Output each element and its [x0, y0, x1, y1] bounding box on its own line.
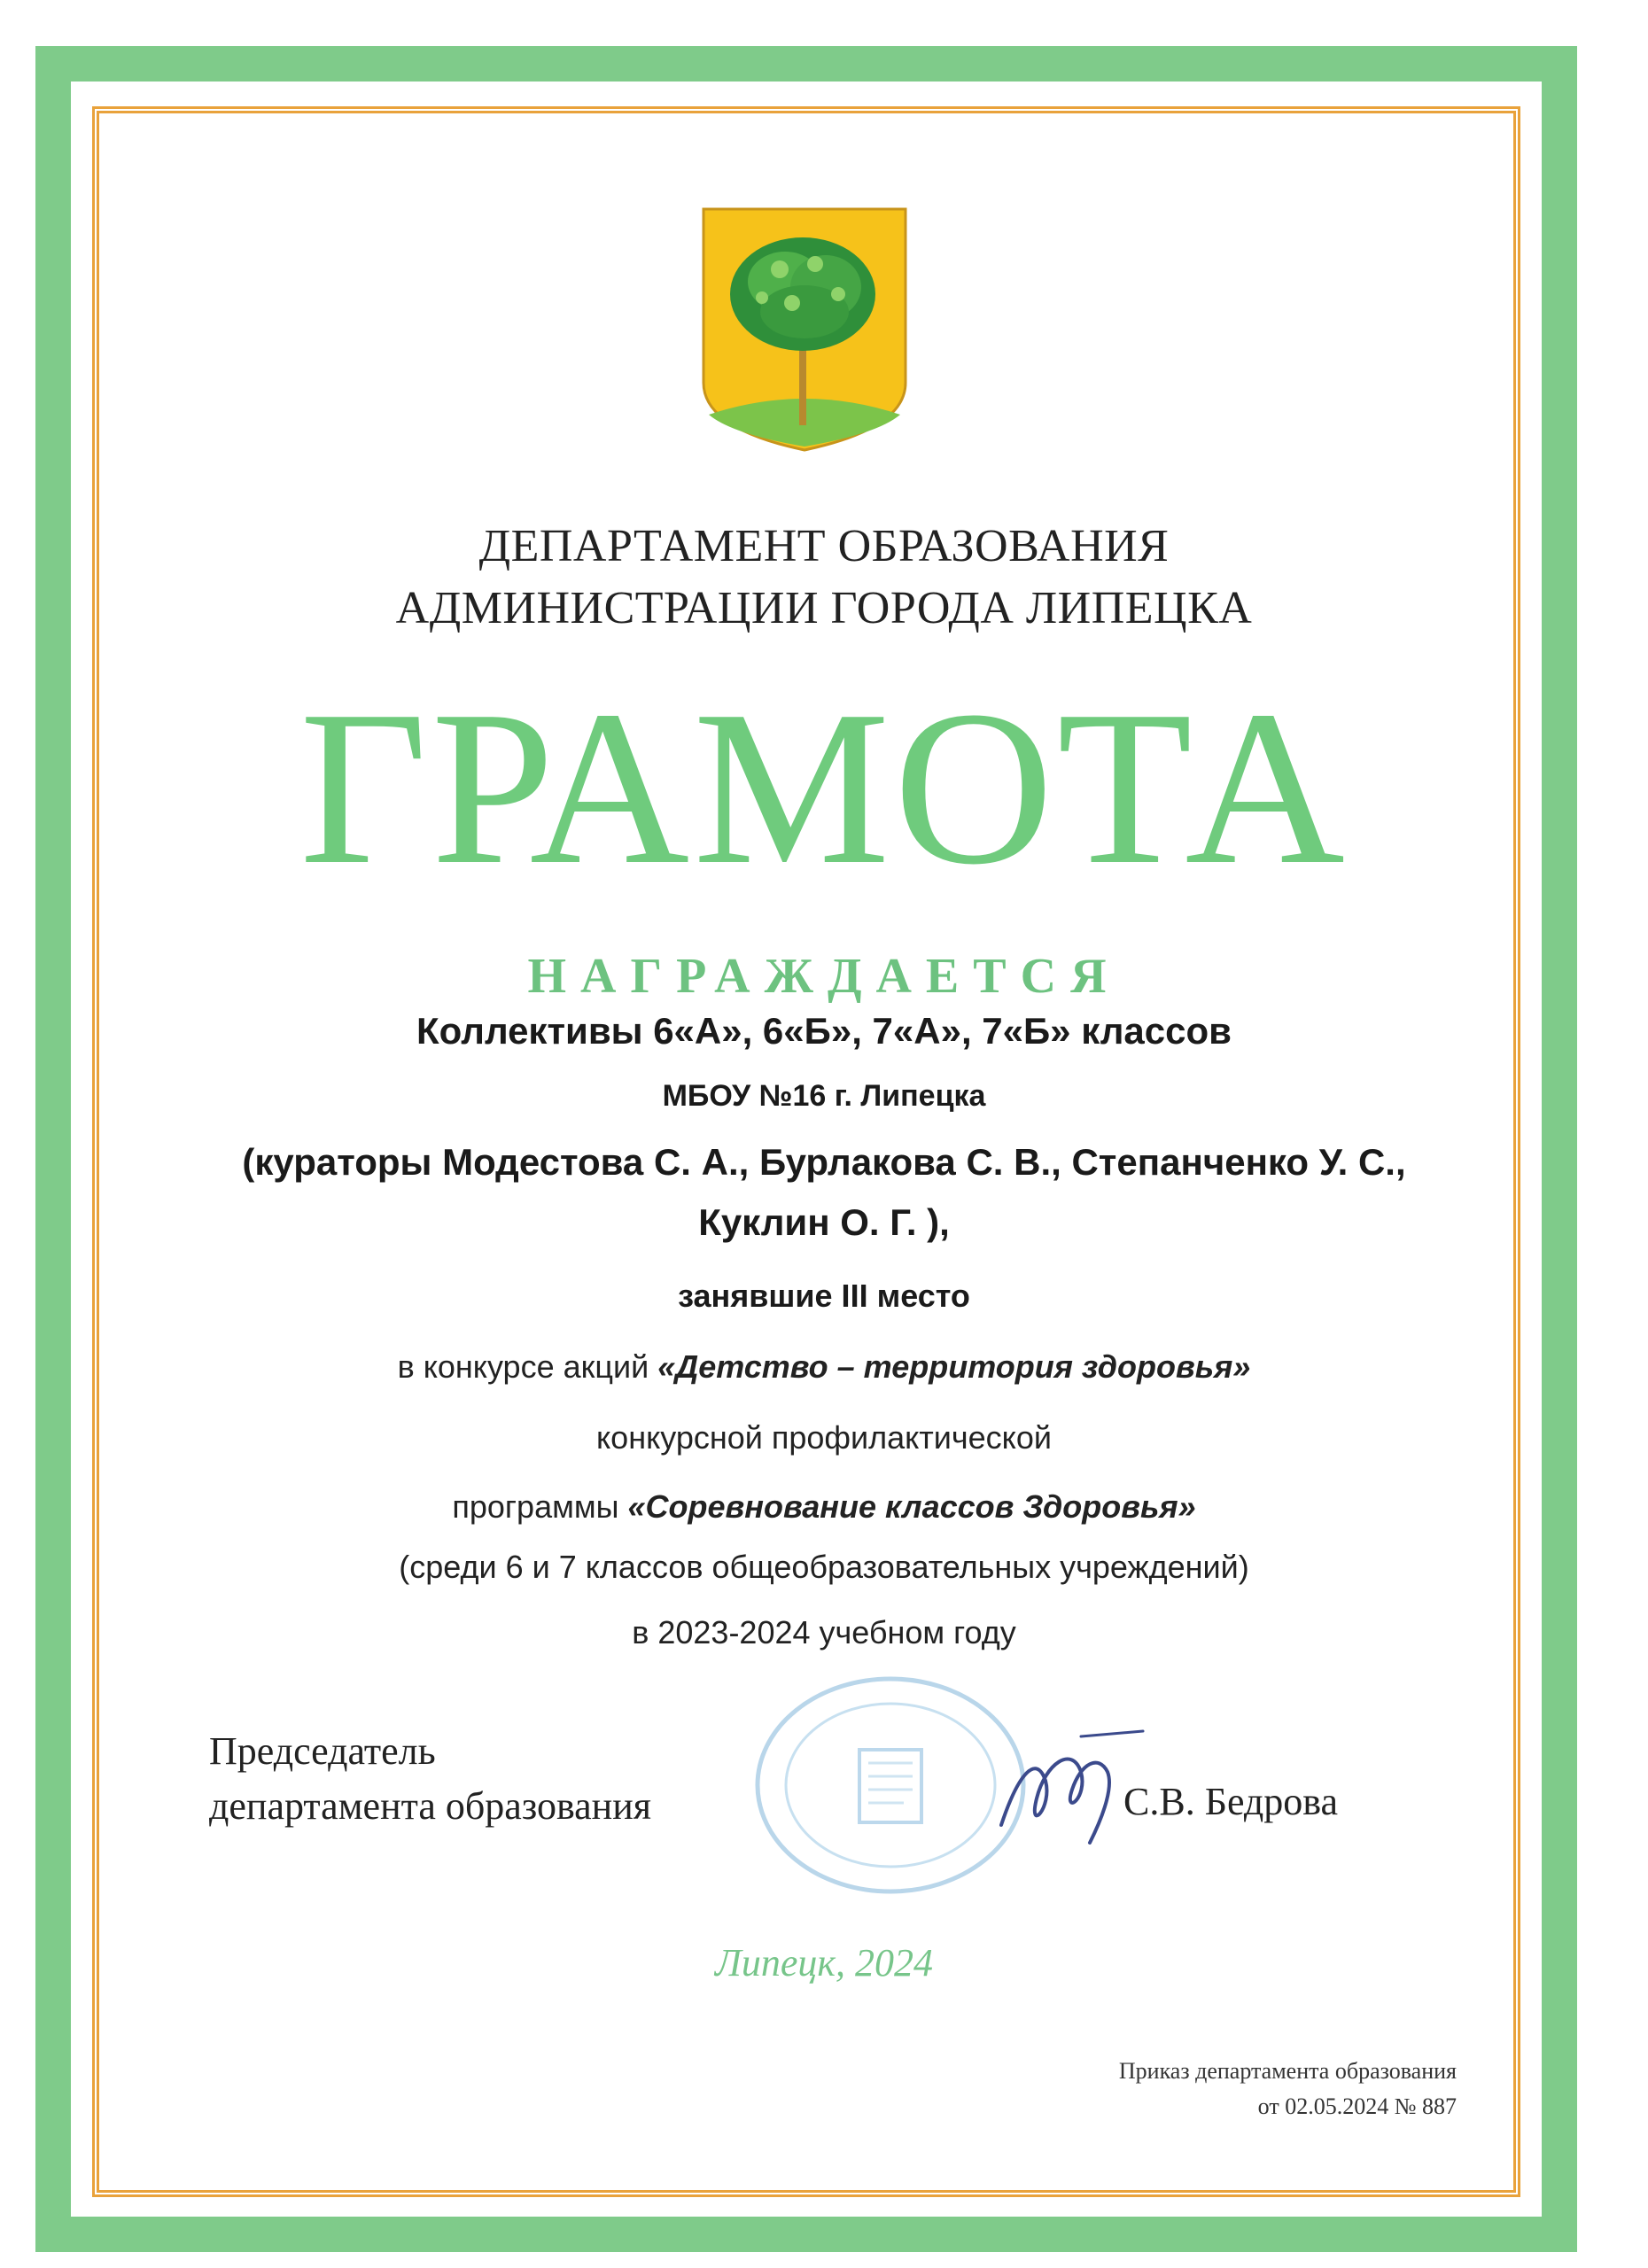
contest-prefix: в конкурсе акций — [397, 1348, 658, 1385]
contest-line-2: конкурсной профилактической — [596, 1419, 1052, 1456]
program-prefix: программы — [452, 1488, 628, 1525]
order-line-2: от 02.05.2024 № 887 — [1257, 2093, 1457, 2119]
program-name: «Соревнование классов Здоровья» — [627, 1488, 1196, 1525]
contest-line — [106, 1348, 1542, 1386]
city-year: Липецк, 2024 — [715, 1941, 933, 1984]
department-line-2: АДМИНИСТРАЦИИ ГОРОДА ЛИПЕЦКА — [395, 583, 1253, 633]
order-line-1: Приказ департамента образования — [1118, 2058, 1457, 2084]
department-line-1: ДЕПАРТАМЕНТ ОБРАЗОВАНИЯ — [478, 521, 1170, 571]
contest-name: «Детство – территория здоровья» — [657, 1348, 1251, 1385]
recipient-curators-cont: Куклин О. Г. ), — [698, 1201, 950, 1243]
school-year: в 2023-2024 учебном году — [632, 1614, 1016, 1651]
coat-of-arms-emblem — [700, 206, 909, 454]
recipient-line-1: Коллективы 6«А», 6«Б», 7«А», 7«Б» классов — [416, 1010, 1232, 1052]
recipient-school: МБОУ №16 г. Липецка — [662, 1079, 986, 1113]
chairman-line-1: Председатель — [209, 1729, 436, 1773]
program-line — [106, 1488, 1542, 1526]
signer-name: С.В. Бедрова — [1123, 1780, 1339, 1823]
chairman-line-2: департамента образования — [209, 1784, 652, 1828]
awarded-label: НАГРАЖДАЕТСЯ — [527, 949, 1121, 1004]
certificate-title: ГРАМОТА — [299, 665, 1349, 911]
order-reference — [1119, 2054, 1457, 2124]
recipient-curators: (кураторы Модестова С. А., Бурлакова С. В., Степанченко У. С., — [242, 1141, 1406, 1183]
department-heading — [106, 516, 1542, 640]
place-line: занявшие III место — [678, 1278, 970, 1314]
chairman-title — [209, 1724, 651, 1834]
contest-scope: (среди 6 и 7 классов общеобразовательных учреждений) — [399, 1549, 1249, 1585]
